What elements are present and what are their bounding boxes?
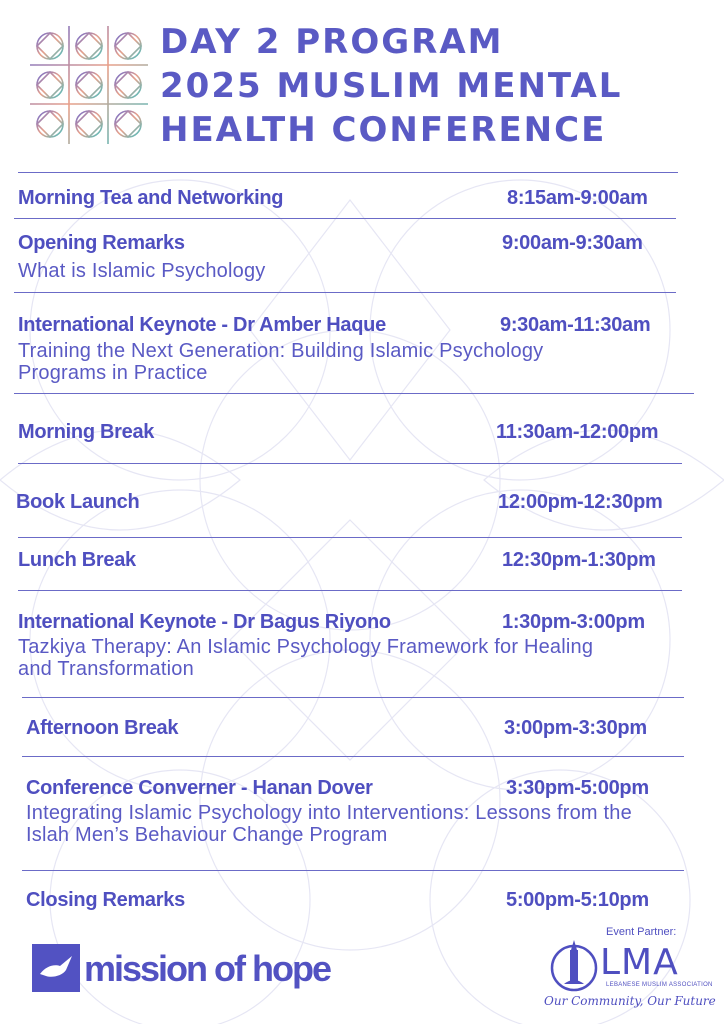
schedule-item-title: Opening Remarks	[18, 232, 185, 254]
partner-name: LMA	[600, 942, 679, 983]
mission-of-hope-logo	[32, 944, 332, 1000]
schedule-item-subtitle: Training the Next Generation: Building Islamic Psychology	[18, 340, 544, 362]
title-line-3: HEALTH CONFERENCE	[160, 110, 607, 150]
divider	[22, 870, 684, 871]
schedule-item-time: 12:30pm-1:30pm	[502, 549, 656, 571]
schedule-item-title: Closing Remarks	[26, 889, 185, 911]
schedule-item-title: International Keynote - Dr Amber Haque	[18, 314, 386, 336]
divider	[18, 590, 682, 591]
lma-logo	[544, 926, 716, 1018]
schedule-item-subtitle: Programs in Practice	[18, 362, 208, 384]
schedule-item-time: 3:30pm-5:00pm	[506, 777, 649, 799]
dove-icon	[32, 944, 80, 992]
title-line-2: 2025 MUSLIM MENTAL	[160, 66, 623, 106]
schedule-item-time: 1:30pm-3:00pm	[502, 611, 645, 633]
divider	[18, 537, 682, 538]
schedule-item-time: 8:15am-9:00am	[507, 187, 648, 209]
schedule-item-subtitle: Integrating Islamic Psychology into Interventions: Lessons from the	[26, 802, 632, 824]
divider	[22, 697, 684, 698]
schedule-item-time: 11:30am-12:00pm	[496, 421, 659, 443]
schedule-item-subtitle: Tazkiya Therapy: An Islamic Psychology Framework for Healing	[18, 636, 594, 658]
schedule-item-subtitle: What is Islamic Psychology	[18, 260, 266, 282]
divider	[14, 218, 676, 219]
schedule-item-title: Conference Converner - Hanan Dover	[26, 777, 373, 799]
schedule-item-time: 3:00pm-3:30pm	[504, 717, 647, 739]
schedule-item-time: 12:00pm-12:30pm	[498, 491, 663, 513]
partner-full-name: LEBANESE MUSLIM ASSOCIATION	[606, 982, 713, 988]
schedule-item-title: Morning Break	[18, 421, 155, 443]
schedule-item-subtitle: Islah Men’s Behaviour Change Program	[26, 824, 388, 846]
schedule-item-title: International Keynote - Dr Bagus Riyono	[18, 611, 391, 633]
divider	[18, 463, 682, 464]
schedule-item-time: 9:30am-11:30am	[500, 314, 651, 336]
divider	[22, 756, 684, 757]
partner-tagline: Our Community, Our Future	[544, 994, 716, 1008]
divider	[14, 292, 676, 293]
sponsor-name: mission of hope	[84, 948, 331, 989]
schedule-item-subtitle: and Transformation	[18, 658, 194, 680]
geometric-pattern-logo	[30, 26, 148, 144]
page-title	[160, 20, 710, 152]
schedule-item-time: 9:00am-9:30am	[502, 232, 643, 254]
divider	[14, 393, 694, 394]
schedule-item-title: Afternoon Break	[26, 717, 179, 739]
partner-label: Event Partner:	[606, 926, 677, 938]
schedule-item-title: Morning Tea and Networking	[18, 187, 284, 209]
title-line-1: DAY 2 PROGRAM	[160, 22, 504, 62]
divider	[18, 172, 678, 173]
schedule-item-title: Lunch Break	[18, 549, 136, 571]
mosque-emblem-icon	[548, 936, 600, 994]
schedule-item-time: 5:00pm-5:10pm	[506, 889, 649, 911]
schedule-item-title: Book Launch	[16, 491, 140, 513]
